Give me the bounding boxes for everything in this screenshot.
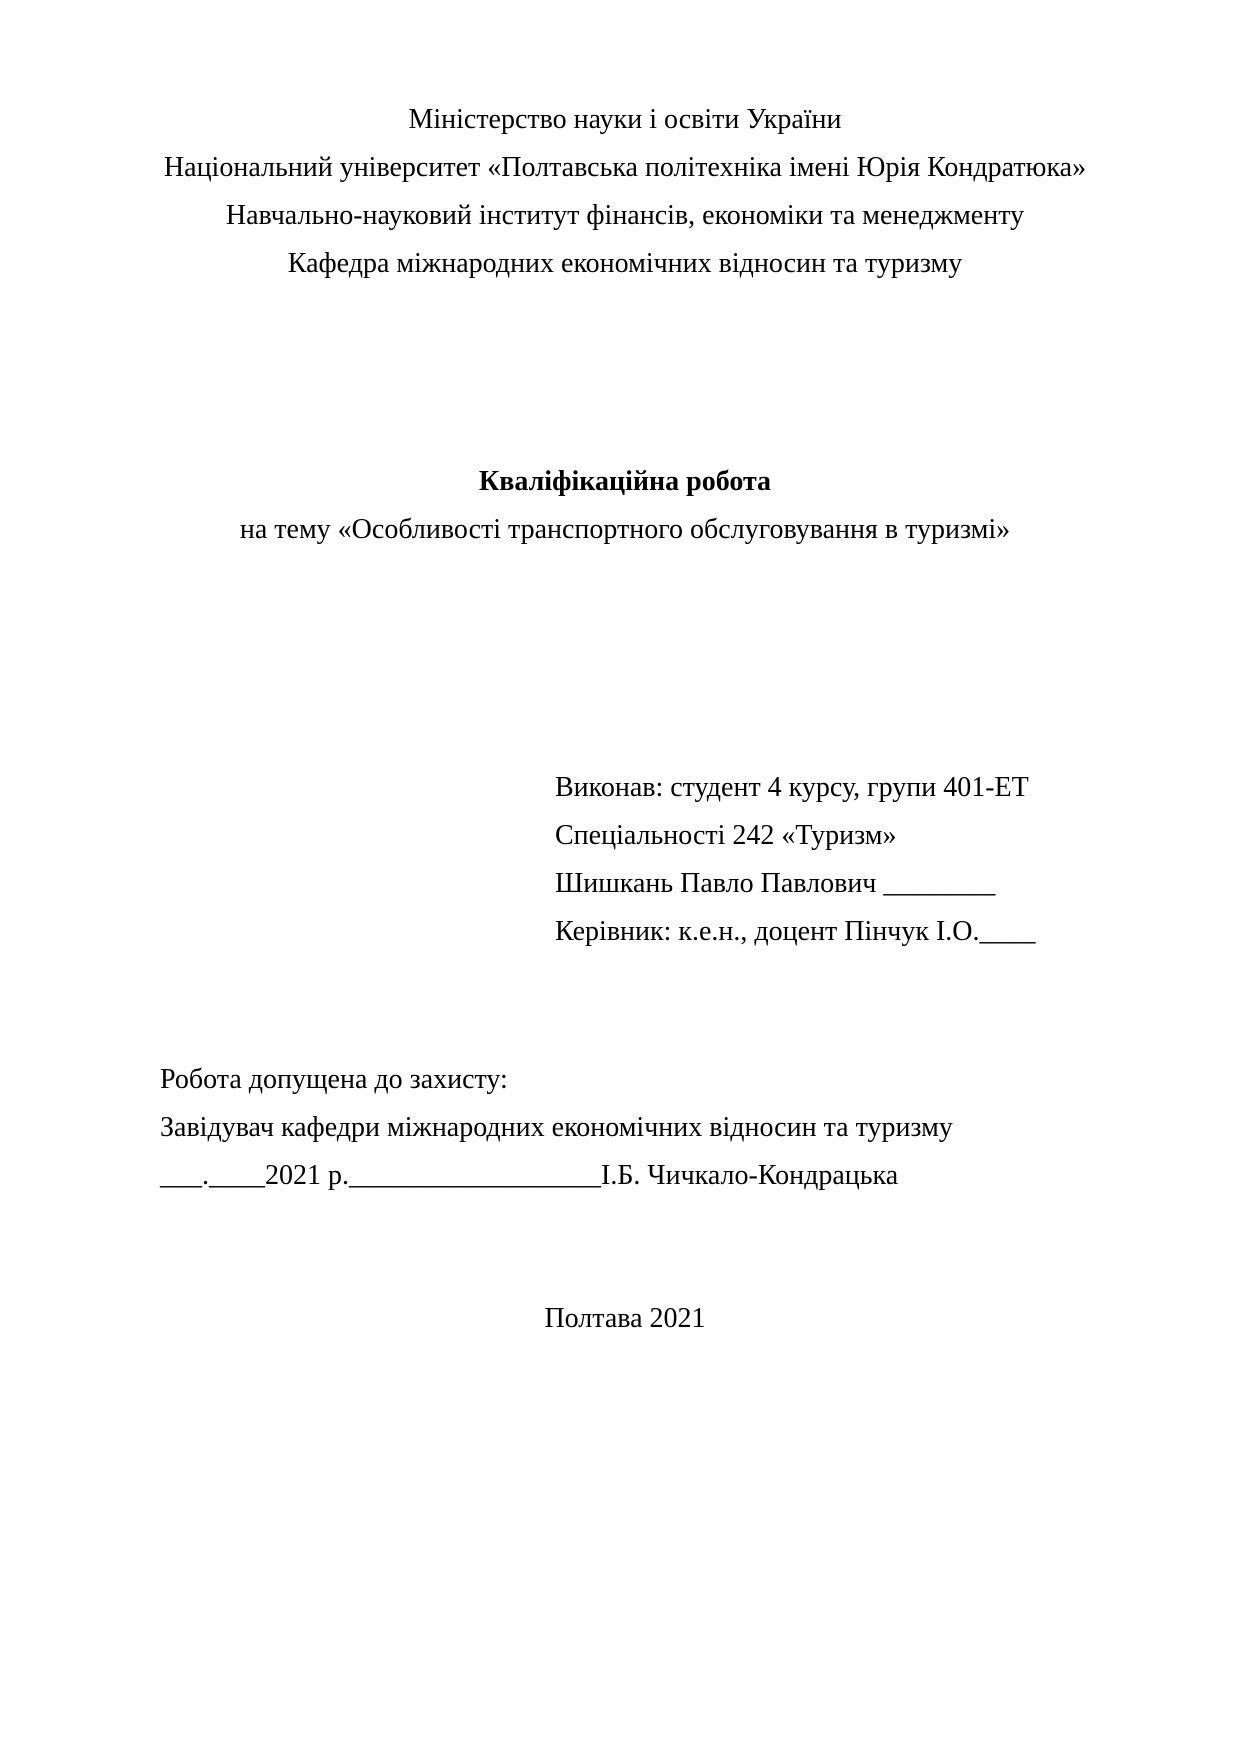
- work-title: Кваліфікаційна робота: [478, 466, 772, 497]
- university-line: Національний університет «Полтавська політехніка імені Юрія Кондратюка»: [163, 152, 1087, 183]
- department-line: Кафедра міжнародних економічних відносин та туризму: [287, 248, 963, 279]
- institute-line: Навчально-науковий інститут фінансів, економіки та менеджменту: [225, 200, 1025, 231]
- supervisor-line: Керівник: к.е.н., доцент Пінчук І.О.____: [555, 916, 1036, 947]
- performer-block: [555, 764, 1240, 956]
- student-name-line: Шишкань Павло Павлович ________: [555, 868, 996, 899]
- specialty-line: Спеціальності 242 «Туризм»: [555, 820, 897, 851]
- title-block: [160, 458, 1090, 554]
- footer-block: [160, 1295, 1090, 1343]
- signature-date-line: ___.____2021 р.__________________І.Б. Чичкало-Кондрацька: [160, 1160, 899, 1191]
- ministry-line: Міністерство науки і освіти України: [408, 104, 842, 135]
- performer-line: Виконав: студент 4 курсу, групи 401-ЕТ: [555, 772, 1029, 803]
- header-block: [160, 96, 1090, 288]
- admission-line: Робота допущена до захисту:: [160, 1064, 508, 1095]
- city-year-line: Полтава 2021: [544, 1303, 706, 1334]
- work-subtitle: на тему «Особливості транспортного обслуговування в туризмі»: [239, 514, 1011, 545]
- admission-block: [160, 1056, 1090, 1200]
- head-of-department-line: Завідувач кафедри міжнародних економічних відносин та туризму: [160, 1112, 953, 1143]
